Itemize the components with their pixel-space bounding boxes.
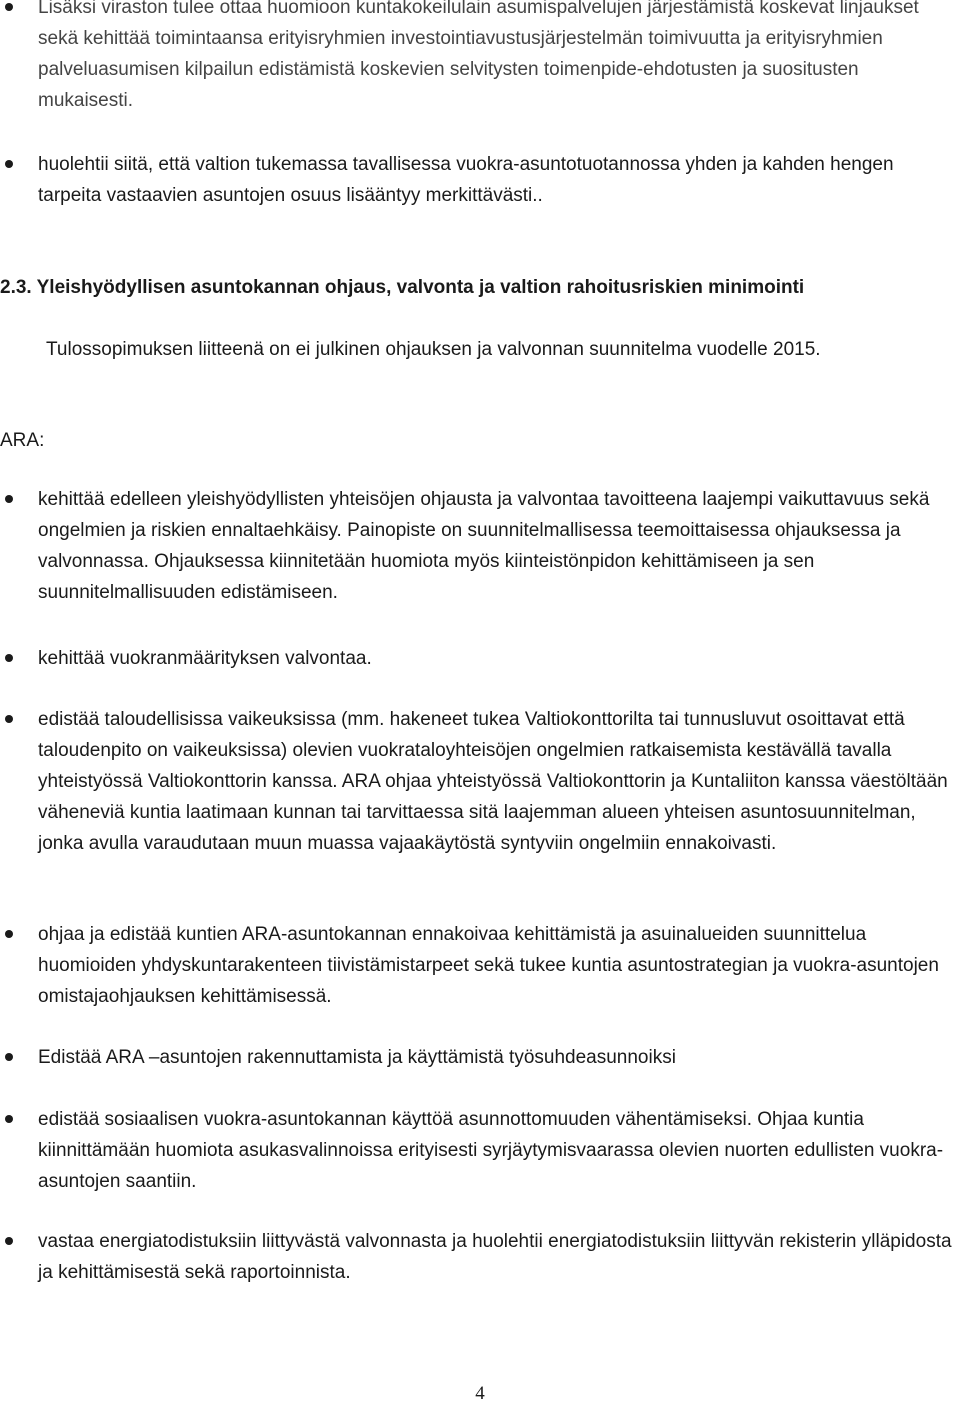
bullet-text: huolehtii siitä, että valtion tukemassa tavallisessa vuokra-asuntotuotannossa yhden ja kahden hengen tarpeita vastaavien asuntojen osuus lisääntyy merkittävästi.. <box>38 154 894 206</box>
list-item <box>38 484 952 608</box>
bullet-text: kehittää vuokranmäärityksen valvontaa. <box>38 648 372 669</box>
bullet-text: vastaa energiatodistuksiin liittyvästä valvonnasta ja huolehtii energiatodistuksiin liittyvän rekisterin ylläpidosta ja kehittämisestä sekä raportoinnista. <box>38 1231 952 1283</box>
bullet-icon <box>5 495 13 503</box>
list-item <box>38 0 952 116</box>
bullet-icon <box>5 1237 13 1245</box>
bullet-icon <box>5 930 13 938</box>
intro-paragraph: Tulossopimuksen liitteenä on ei julkinen ohjauksen ja valvonnan suunnitelma vuodelle 2015. <box>46 339 821 360</box>
bullet-icon <box>5 1115 13 1123</box>
list-item <box>38 1226 952 1288</box>
list-item <box>38 643 952 674</box>
bullet-icon <box>5 160 13 168</box>
ara-label: ARA: <box>0 430 45 451</box>
bullet-icon <box>5 715 13 723</box>
bullet-text: edistää taloudellisissa vaikeuksissa (mm. hakeneet tukea Valtiokonttorilta tai tunnusluvut osoittavat että taloudenpito on vaikeuksissa) olevien vuokrataloyhteisöjen ongelmien ratkaisemista kestävällä tavalla yhteistyössä Valtiokonttorin kanssa. ARA ohjaa yhteistyössä Valtiokonttorin ja Kuntaliiton kanssa väestöltään väheneviä kuntia laatimaan kunnan tai tarvittaessa sitä laajemman alueen yhteisen asuntosuunnitelman, jonka avulla varaudutaan muun muassa vajaakäytöstä syntyviin ongelmiin ennakoivasti. <box>38 709 948 854</box>
list-item <box>38 149 952 211</box>
list-item <box>38 919 952 1012</box>
bullet-text: ohjaa ja edistää kuntien ARA-asuntokannan ennakoivaa kehittämistä ja asuinalueiden suunnittelua huomioiden yhdyskuntarakenteen tiivistämistarpeet sekä tukee kuntia asuntostrategian ja vuokra-asuntojen omistajaohjauksen kehittämisessä. <box>38 924 939 1007</box>
bullet-icon <box>5 1053 13 1061</box>
bullet-text: Lisäksi viraston tulee ottaa huomioon kuntakokeilulain asumispalvelujen järjestämistä koskevat linjaukset sekä kehittää toimintaansa erityisryhmien investointiavustusjärjestelmän toimivuutta ja erityisryhmien palveluasumisen kilpailun edistämistä koskevien selvitysten toimenpide-ehdotusten ja suositusten mukaisesti. <box>38 0 919 111</box>
bullet-text: Edistää ARA –asuntojen rakennuttamista ja käyttämistä työsuhdeasunnoiksi <box>38 1047 676 1068</box>
page-number: 4 <box>475 1383 485 1404</box>
list-item <box>38 1104 952 1197</box>
section-heading: 2.3. Yleishyödyllisen asuntokannan ohjaus, valvonta ja valtion rahoitusriskien minimointi <box>0 277 805 298</box>
bullet-icon <box>5 3 13 11</box>
list-item <box>38 1042 952 1073</box>
bullet-icon <box>5 654 13 662</box>
list-item <box>38 704 952 859</box>
bullet-text: edistää sosiaalisen vuokra-asuntokannan käyttöä asunnottomuuden vähentämiseksi. Ohjaa kuntia kiinnittämään huomiota asukasvalinnoissa erityisesti syrjäytymisvaarassa olevien nuorten edullisten vuokra-asuntojen saantiin. <box>38 1109 944 1192</box>
bullet-text: kehittää edelleen yleishyödyllisten yhteisöjen ohjausta ja valvontaa tavoitteena laajempi vaikuttavuus sekä ongelmien ja riskien ennaltaehkäisy. Painopiste on suunnitelmallisessa teemoittaisessa ohjauksessa ja valvonnassa. Ohjauksessa kiinnitetään huomiota myös kiinteistönpidon kehittämiseen ja sen suunnitelmallisuuden edistämiseen. <box>38 489 930 603</box>
